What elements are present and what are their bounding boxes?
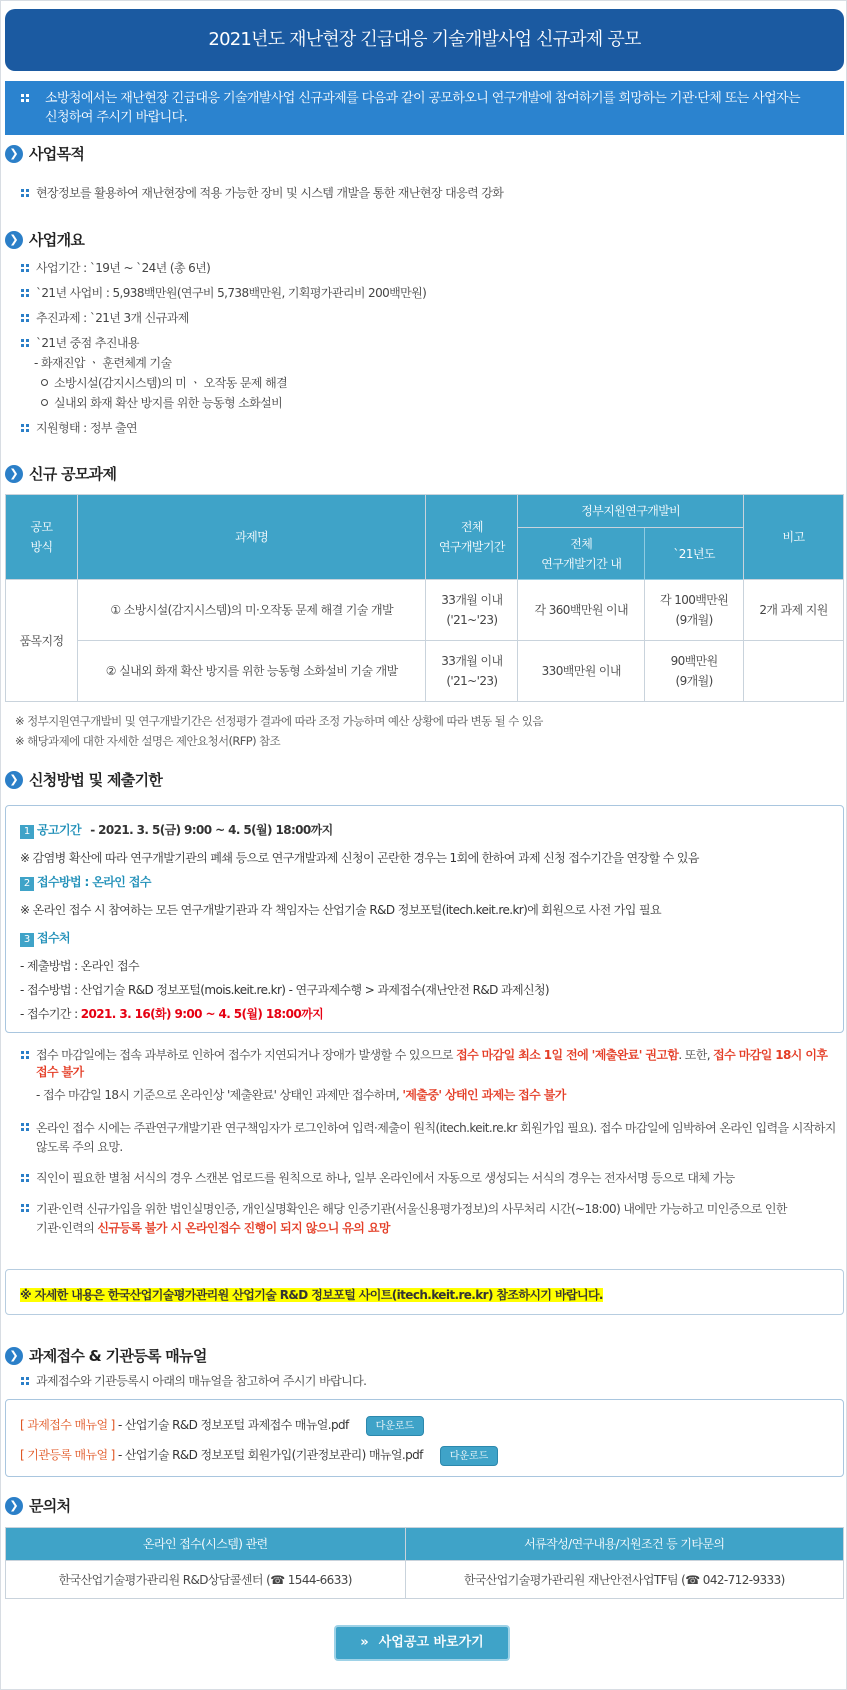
- overview-focus-item-2: 실내외 화재 확산 방지를 위한 능동형 소화설비: [41, 395, 282, 411]
- cell-total: 각 360백만원 이내: [518, 580, 645, 641]
- bullet-icon: [21, 1204, 29, 1212]
- purpose-text: 현장정보를 활용하여 재난현장에 적용 가능한 장비 및 시스템 개발을 통한 재난현장 대응력 강화: [36, 186, 504, 200]
- header-period: 전체 연구개발기간: [426, 495, 518, 580]
- table-note-2: ※ 해당과제에 대한 자세한 설명은 제안요청서(RFP) 참조: [15, 734, 281, 748]
- apply-period: 1 공고기간 - 2021. 3. 5(금) 9:00 ~ 4. 5(월) 18:00까지: [20, 822, 333, 839]
- header-gov-total: 전체 연구개발기간 내: [518, 528, 645, 580]
- step-badge: 3: [20, 933, 34, 947]
- apply-box: [5, 805, 844, 1033]
- new-tasks-table: [5, 494, 844, 702]
- bullet-icon: [21, 289, 29, 297]
- section-heading-purpose: [5, 143, 84, 165]
- bullet-icon: [21, 94, 29, 102]
- overview-period: 사업기간 : `19년 ~ `24년 (총 6년): [21, 260, 210, 276]
- chevron-right-icon: ❯: [5, 1347, 23, 1365]
- section-heading-apply: [5, 769, 162, 791]
- contact-other: 한국산업기술평가관리원 재난안전사업TF팀 (☎ 042-712-9333): [405, 1561, 843, 1599]
- header-remark: 비고: [744, 495, 844, 580]
- manual-desc: 과제접수와 기관등록시 아래의 매뉴얼을 참고하여 주시기 바랍니다.: [21, 1373, 366, 1389]
- contact-header-other: 서류작성/연구내용/지원조건 등 기타문의: [405, 1528, 843, 1561]
- cell-method: 품목지정: [6, 580, 78, 702]
- overview-focus-item-1: 소방시설(감지시스템)의 미 ㆍ 오작동 문제 해결: [41, 375, 287, 391]
- apply-method-note: ※ 온라인 접수 시 참여하는 모든 연구개발기관과 각 책임자는 산업기술 R&D 정보포털(itech.keit.re.kr)에 회원으로 사전 가입 필요: [20, 903, 661, 917]
- bullet-icon: [21, 264, 29, 272]
- intro-banner: [5, 81, 844, 135]
- bullet-icon: [21, 424, 29, 432]
- cell-name: ② 실내외 화재 확산 방지를 위한 능동형 소화설비 기술 개발: [77, 641, 426, 702]
- table-row: [6, 1561, 844, 1599]
- overview-tasks: 추진과제 : `21년 3개 신규과제: [21, 310, 189, 326]
- manual-item-1: [ 과제접수 매뉴얼 ] - 산업기술 R&D 정보포털 과제접수 매뉴얼.pdf 다운로드: [20, 1414, 424, 1436]
- double-chevron-right-icon: »: [360, 1635, 369, 1650]
- caution-4: 기관·인력 신규가입을 위한 법인실명인증, 개인실명확인은 해당 인증기관(서울신용평가정보)의 사무처리 시간(~18:00) 내에만 가능하고 미인증으로 인한 기관·인력의 신규등록 불가 시 온라인접수 진행이 되지 않으니 유의 요망: [21, 1200, 836, 1238]
- apply-method: 2 접수방법 : 온라인 접수: [20, 874, 151, 891]
- chevron-right-icon: ❯: [5, 465, 23, 483]
- cell-remark: 2개 과제 지원: [744, 580, 844, 641]
- chevron-right-icon: ❯: [5, 771, 23, 789]
- cell-period: 33개월 이내 ('21~'23): [426, 580, 518, 641]
- table-row: [6, 641, 844, 702]
- apply-period-note: ※ 감염병 확산에 따라 연구개발기관의 폐쇄 등으로 연구개발과제 신청이 곤란한 경우는 1회에 한하여 과제 신청 접수기간을 연장할 수 있음: [20, 851, 699, 865]
- bullet-icon: [21, 189, 29, 197]
- go-announcement-button[interactable]: » 사업공고 바로가기: [334, 1625, 510, 1661]
- caution-3: 직인이 필요한 별첨 서식의 경우 스캔본 업로드를 원칙으로 하나, 일부 온라인에서 자동으로 생성되는 서식의 경우는 전자서명 등으로 대체 가능: [21, 1170, 735, 1186]
- page-title: 2021년도 재난현장 긴급대응 기술개발사업 신규과제 공모: [5, 9, 844, 71]
- contact-header-system: 온라인 접수(시스템) 관련: [6, 1528, 406, 1561]
- section-heading-contact: [5, 1495, 70, 1517]
- download-button[interactable]: 다운로드: [440, 1446, 498, 1466]
- circle-bullet-icon: [41, 379, 48, 386]
- manual-item-2: [ 기관등록 매뉴얼 ] - 산업기술 R&D 정보포털 회원가입(기관정보관리) 매뉴얼.pdf 다운로드: [20, 1444, 498, 1466]
- chevron-right-icon: ❯: [5, 231, 23, 249]
- section-title: 신청방법 및 제출기한: [29, 771, 163, 789]
- notice-box: [5, 1269, 844, 1315]
- table-note-1: ※ 정부지원연구개발비 및 연구개발기간은 선정평가 결과에 따라 조정 가능하며 예산 상황에 따라 변동 될 수 있음: [15, 714, 543, 728]
- cell-name: ① 소방시설(감지시스템)의 미·오작동 문제 해결 기술 개발: [77, 580, 426, 641]
- cell-remark-empty: [744, 641, 844, 702]
- cell-year: 각 100백만원 (9개월): [645, 580, 744, 641]
- bullet-icon: [21, 1174, 29, 1182]
- section-heading-manual: [5, 1345, 207, 1367]
- section-title: 신규 공모과제: [29, 465, 117, 483]
- step-badge: 1: [20, 825, 34, 839]
- header-method: 공모 방식: [6, 495, 78, 580]
- contact-system: 한국산업기술평가관리원 R&D상담콜센터 (☎ 1544-6633): [6, 1561, 406, 1599]
- bullet-icon: [21, 1123, 29, 1131]
- contact-table: [5, 1527, 844, 1599]
- header-gov-funding: 정부지원연구개발비: [518, 495, 744, 528]
- overview-budget: `21년 사업비 : 5,938백만원(연구비 5,738백만원, 기획평가관리비 200백만원): [21, 285, 426, 301]
- cell-total: 330백만원 이내: [518, 641, 645, 702]
- apply-receipt-method: - 접수방법 : 산업기술 R&D 정보포털(mois.keit.re.kr) - 연구과제수행 > 과제접수(재난안전 R&D 과제신청): [20, 983, 550, 997]
- header-name: 과제명: [77, 495, 426, 580]
- overview-support: 지원형태 : 정부 출연: [21, 420, 137, 436]
- table-row: [6, 580, 844, 641]
- bullet-icon: [21, 1051, 29, 1059]
- overview-focus-sub: - 화재진압 ㆍ 훈련체계 기술: [34, 356, 172, 370]
- apply-submit-method: - 제출방법 : 온라인 접수: [20, 959, 139, 973]
- purpose-item: [21, 185, 503, 201]
- overview-focus: `21년 중점 추진내용: [21, 335, 139, 351]
- section-heading-new-tasks: [5, 463, 116, 485]
- caution-2: 온라인 접수 시에는 주관연구개발기관 연구책임자가 로그인하여 입력·제출이 원칙(itech.keit.re.kr 회원가입 필요). 접수 마감일에 임박하여 온라인 입력을 시작하지 않도록 주의 요망.: [21, 1119, 836, 1157]
- manual-box: [5, 1399, 844, 1477]
- table-header-row: [6, 495, 844, 528]
- bullet-icon: [21, 314, 29, 322]
- header-gov-year: `21년도: [645, 528, 744, 580]
- chevron-right-icon: ❯: [5, 145, 23, 163]
- section-heading-overview: [5, 229, 84, 251]
- circle-bullet-icon: [41, 399, 48, 406]
- download-button[interactable]: 다운로드: [366, 1416, 424, 1436]
- caution-1-sub: - 접수 마감일 18시 기준으로 온라인상 '제출완료' 상태인 과제만 접수하며, '제출중' 상태인 과제는 접수 불가: [36, 1088, 566, 1102]
- apply-receipt-period: - 접수기간 : 2021. 3. 16(화) 9:00 ~ 4. 5(월) 18:00까지: [20, 1007, 324, 1021]
- caution-1: 접수 마감일에는 접속 과부하로 인하여 접수가 지연되거나 장애가 발생할 수 있으므로 접수 마감일 최소 1일 전에 '제출완료' 권고함. 또한, 접수 마감일 18시 이후 접수 불가: [21, 1047, 831, 1081]
- cell-period: 33개월 이내 ('21~'23): [426, 641, 518, 702]
- step-badge: 2: [20, 877, 34, 891]
- table-header-row: [6, 1528, 844, 1561]
- section-title: 과제접수 & 기관등록 매뉴얼: [29, 1347, 207, 1365]
- intro-line-1: 소방청에서는 재난현장 긴급대응 기술개발사업 신규과제를 다음과 같이 공모하오니 연구개발에 참여하기를 희망하는 기관·단체 또는 사업자는: [45, 91, 800, 106]
- cell-year: 90백만원 (9개월): [645, 641, 744, 702]
- section-title: 문의처: [29, 1497, 71, 1515]
- intro-line-2: 신청하여 주시기 바랍니다.: [45, 110, 188, 125]
- apply-place: 3 접수처: [20, 930, 70, 947]
- section-title: 사업목적: [29, 145, 85, 163]
- bullet-icon: [21, 339, 29, 347]
- chevron-right-icon: ❯: [5, 1497, 23, 1515]
- section-title: 사업개요: [29, 231, 85, 249]
- bullet-icon: [21, 1377, 29, 1385]
- notice-text: ※ 자세한 내용은 한국산업기술평가관리원 산업기술 R&D 정보포털 사이트(itech.keit.re.kr) 참조하시기 바랍니다.: [20, 1288, 603, 1302]
